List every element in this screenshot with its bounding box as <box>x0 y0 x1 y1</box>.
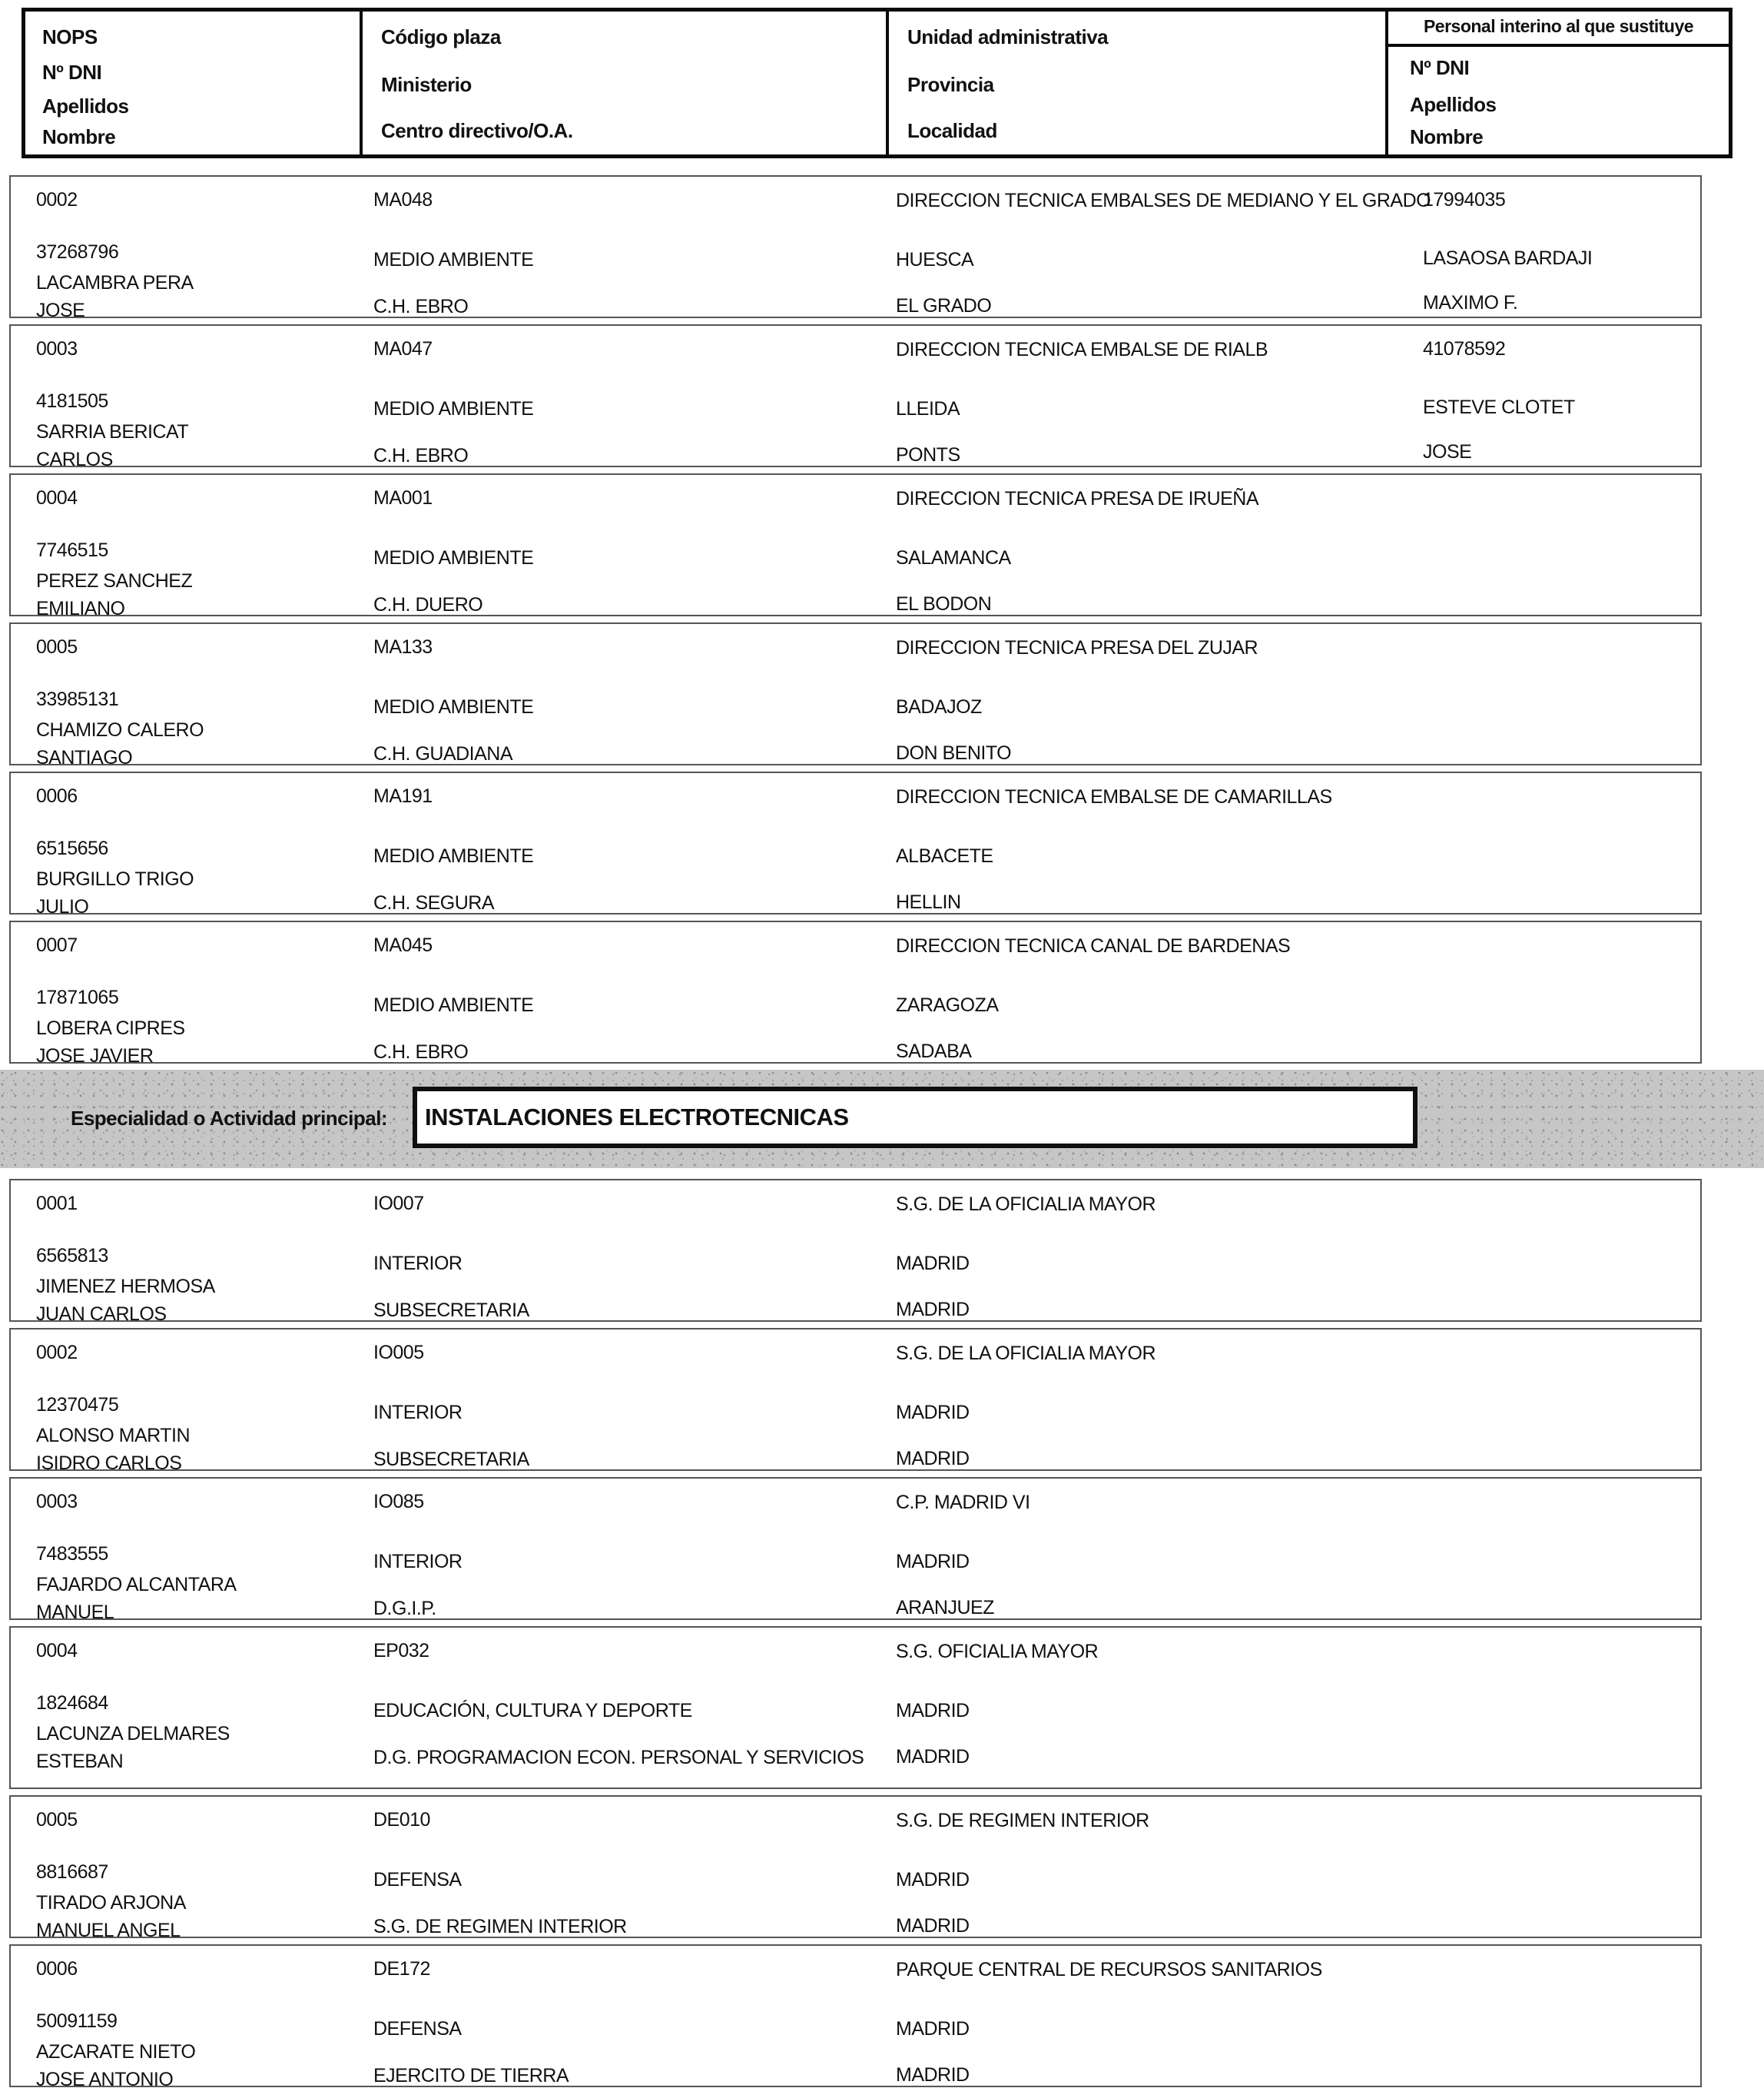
row-interino-dni: 17994035 <box>1423 189 1506 211</box>
row-codigo-plaza: MA048 <box>373 189 433 211</box>
header-interino-divider <box>1388 44 1729 47</box>
header-label-dni: Nº DNI <box>42 61 102 84</box>
row-centro-directivo: C.H. SEGURA <box>373 892 495 914</box>
row-localidad: SADABA <box>896 1041 972 1062</box>
row-nombre: CARLOS <box>36 449 113 470</box>
row-unidad-administrativa: DIRECCION TECNICA PRESA DE IRUEÑA <box>896 488 1259 510</box>
row-localidad: MADRID <box>896 1299 970 1320</box>
header-label-centro-directivo: Centro directivo/O.A. <box>381 119 573 142</box>
row-nombre: MANUEL ANGEL <box>36 1920 181 1941</box>
row-localidad: PONTS <box>896 444 960 466</box>
header-col-person <box>25 12 360 154</box>
row-apellidos: LACUNZA DELMARES <box>36 1723 230 1744</box>
row-localidad: MADRID <box>896 1915 970 1937</box>
row-dni: 4181505 <box>36 390 108 412</box>
row-provincia: MADRID <box>896 2018 970 2040</box>
row-provincia: LLEIDA <box>896 398 960 420</box>
row-codigo-plaza: MA045 <box>373 934 433 956</box>
rows-section-2 <box>0 1179 1764 2087</box>
row-dni: 37268796 <box>36 241 119 263</box>
row-apellidos: LACAMBRA PERA <box>36 272 194 294</box>
row-centro-directivo: S.G. DE REGIMEN INTERIOR <box>373 1916 627 1937</box>
table-row <box>9 1944 1702 2087</box>
row-codigo-plaza: MA191 <box>373 785 433 807</box>
row-ministerio: INTERIOR <box>373 1402 463 1423</box>
row-dni: 12370475 <box>36 1394 119 1416</box>
row-dni: 7483555 <box>36 1543 108 1565</box>
row-codigo-plaza: IO085 <box>373 1491 424 1512</box>
header-col-unidad <box>886 12 1385 154</box>
header-label-nops: NOPS <box>42 25 98 48</box>
row-provincia: MADRID <box>896 1253 970 1274</box>
table-row <box>9 772 1702 918</box>
row-ministerio: INTERIOR <box>373 1253 463 1274</box>
specialty-banner-label: Especialidad o Actividad principal: <box>71 1107 388 1130</box>
row-nombre: JOSE <box>36 300 85 321</box>
row-unidad-administrativa: DIRECCION TECNICA CANAL DE BARDENAS <box>896 935 1291 957</box>
row-dni: 17871065 <box>36 987 119 1008</box>
row-centro-directivo: C.H. EBRO <box>373 1041 469 1063</box>
row-apellidos: BURGILLO TRIGO <box>36 868 194 890</box>
row-nombre: MANUEL <box>36 1602 114 1623</box>
row-unidad-administrativa: S.G. DE LA OFICIALIA MAYOR <box>896 1193 1156 1215</box>
row-unidad-administrativa: S.G. DE REGIMEN INTERIOR <box>896 1810 1149 1831</box>
header-label-personal-interino: Personal interino al que sustituye <box>1423 16 1694 36</box>
row-localidad: DON BENITO <box>896 742 1012 764</box>
row-dni: 6515656 <box>36 838 108 859</box>
row-dni: 1824684 <box>36 1692 108 1714</box>
row-ministerio: MEDIO AMBIENTE <box>373 547 534 569</box>
row-unidad-administrativa: S.G. OFICIALIA MAYOR <box>896 1641 1099 1662</box>
header-label-interino-apellidos: Apellidos <box>1410 93 1497 116</box>
header-label-ministerio: Ministerio <box>381 73 472 96</box>
row-codigo-plaza: MA133 <box>373 636 433 658</box>
row-unidad-administrativa: DIRECCION TECNICA EMBALSES DE MEDIANO Y EL GRADO <box>896 190 1431 211</box>
row-nops: 0001 <box>36 1193 78 1214</box>
table-row <box>9 175 1702 321</box>
row-ministerio: INTERIOR <box>373 1551 463 1572</box>
row-interino-nombre: MAXIMO F. <box>1423 292 1518 314</box>
row-apellidos: AZCARATE NIETO <box>36 2041 196 2063</box>
row-centro-directivo: D.G. PROGRAMACION ECON. PERSONAL Y SERVICIOS <box>373 1747 864 1768</box>
row-interino-apellidos: LASAOSA BARDAJI <box>1423 247 1593 269</box>
row-ministerio: MEDIO AMBIENTE <box>373 696 534 718</box>
row-ministerio: EDUCACIÓN, CULTURA Y DEPORTE <box>373 1700 692 1721</box>
row-provincia: MADRID <box>896 1551 970 1572</box>
row-provincia: MADRID <box>896 1700 970 1721</box>
row-dni: 7746515 <box>36 539 108 561</box>
table-row <box>9 473 1702 619</box>
row-nombre: JULIO <box>36 896 89 918</box>
table-row <box>9 1795 1702 1941</box>
header-label-interino-nombre: Nombre <box>1410 125 1484 148</box>
row-nops: 0003 <box>36 1491 78 1512</box>
row-unidad-administrativa: DIRECCION TECNICA EMBALSE DE CAMARILLAS <box>896 786 1332 808</box>
specialty-value: INSTALACIONES ELECTROTECNICAS <box>425 1104 849 1130</box>
specialty-banner <box>0 1070 1764 1168</box>
row-ministerio: DEFENSA <box>373 1869 462 1890</box>
header-label-provincia: Provincia <box>907 73 994 96</box>
row-ministerio: MEDIO AMBIENTE <box>373 249 534 271</box>
header-label-interino-dni: Nº DNI <box>1410 56 1470 79</box>
row-centro-directivo: C.H. EBRO <box>373 296 469 317</box>
row-nombre: EMILIANO <box>36 598 125 619</box>
row-apellidos: JIMENEZ HERMOSA <box>36 1276 215 1297</box>
row-dni: 33985131 <box>36 689 119 710</box>
row-ministerio: DEFENSA <box>373 2018 462 2040</box>
row-interino-apellidos: ESTEVE CLOTET <box>1423 397 1575 418</box>
row-localidad: MADRID <box>896 1448 970 1469</box>
row-codigo-plaza: IO005 <box>373 1342 424 1363</box>
row-codigo-plaza: DE172 <box>373 1958 430 1980</box>
row-centro-directivo: SUBSECRETARIA <box>373 1300 529 1321</box>
table-header <box>22 8 1732 158</box>
row-centro-directivo: C.H. DUERO <box>373 594 483 616</box>
row-unidad-administrativa: PARQUE CENTRAL DE RECURSOS SANITARIOS <box>896 1959 1322 1980</box>
row-codigo-plaza: MA047 <box>373 338 433 360</box>
row-apellidos: SARRIA BERICAT <box>36 421 189 443</box>
row-nops: 0006 <box>36 785 78 807</box>
row-provincia: ALBACETE <box>896 845 993 867</box>
row-centro-directivo: EJERCITO DE TIERRA <box>373 2065 569 2086</box>
header-label-codigo-plaza: Código plaza <box>381 25 501 48</box>
row-nops: 0003 <box>36 338 78 360</box>
specialty-value-box <box>413 1087 1418 1148</box>
table-row <box>9 1626 1702 1789</box>
row-localidad: MADRID <box>896 1746 970 1768</box>
row-centro-directivo: C.H. EBRO <box>373 445 469 466</box>
row-localidad: EL BODON <box>896 593 992 615</box>
row-nombre: SANTIAGO <box>36 747 133 768</box>
row-localidad: MADRID <box>896 2064 970 2086</box>
row-localidad: ARANJUEZ <box>896 1597 994 1618</box>
row-centro-directivo: D.G.I.P. <box>373 1598 436 1619</box>
row-dni: 6565813 <box>36 1245 108 1266</box>
row-provincia: ZARAGOZA <box>896 994 999 1016</box>
row-interino-dni: 41078592 <box>1423 338 1506 360</box>
row-unidad-administrativa: DIRECCION TECNICA EMBALSE DE RIALB <box>896 339 1268 360</box>
header-label-unidad-administrativa: Unidad administrativa <box>907 25 1109 48</box>
row-unidad-administrativa: S.G. DE LA OFICIALIA MAYOR <box>896 1343 1156 1364</box>
row-nombre: ESTEBAN <box>36 1751 124 1772</box>
row-nombre: JOSE JAVIER <box>36 1045 154 1067</box>
row-nops: 0004 <box>36 1640 78 1661</box>
row-dni: 8816687 <box>36 1861 108 1883</box>
row-nops: 0007 <box>36 934 78 956</box>
row-unidad-administrativa: C.P. MADRID VI <box>896 1492 1030 1513</box>
row-nombre: JUAN CARLOS <box>36 1303 167 1325</box>
row-dni: 50091159 <box>36 2010 118 2032</box>
row-centro-directivo: SUBSECRETARIA <box>373 1449 529 1470</box>
header-label-apellidos: Apellidos <box>42 95 129 118</box>
row-provincia: HUESCA <box>896 249 974 271</box>
row-codigo-plaza: EP032 <box>373 1640 429 1661</box>
row-localidad: HELLIN <box>896 891 961 913</box>
row-nops: 0005 <box>36 636 78 658</box>
row-apellidos: TIRADO ARJONA <box>36 1892 186 1914</box>
table-row <box>9 921 1702 1067</box>
row-codigo-plaza: DE010 <box>373 1809 430 1831</box>
rows-section-1 <box>0 175 1764 1067</box>
table-row <box>9 324 1702 470</box>
row-nops: 0002 <box>36 1342 78 1363</box>
row-centro-directivo: C.H. GUADIANA <box>373 743 513 765</box>
row-apellidos: CHAMIZO CALERO <box>36 719 204 741</box>
row-provincia: MADRID <box>896 1402 970 1423</box>
header-label-nombre: Nombre <box>42 125 116 148</box>
row-provincia: MADRID <box>896 1869 970 1890</box>
row-codigo-plaza: IO007 <box>373 1193 424 1214</box>
row-nombre: ISIDRO CARLOS <box>36 1452 182 1474</box>
row-nops: 0005 <box>36 1809 78 1831</box>
row-apellidos: ALONSO MARTIN <box>36 1425 191 1446</box>
row-interino-nombre: JOSE <box>1423 441 1472 463</box>
row-codigo-plaza: MA001 <box>373 487 433 509</box>
row-ministerio: MEDIO AMBIENTE <box>373 845 534 867</box>
header-label-localidad: Localidad <box>907 119 997 142</box>
table-row <box>9 1328 1702 1474</box>
header-col-plaza <box>360 12 886 154</box>
row-provincia: SALAMANCA <box>896 547 1011 569</box>
table-row <box>9 622 1702 768</box>
table-row <box>9 1477 1702 1623</box>
row-apellidos: LOBERA CIPRES <box>36 1017 185 1039</box>
row-provincia: BADAJOZ <box>896 696 982 718</box>
table-row <box>9 1179 1702 1325</box>
row-nombre: JOSE ANTONIO <box>36 2069 174 2088</box>
row-unidad-administrativa: DIRECCION TECNICA PRESA DEL ZUJAR <box>896 637 1258 659</box>
row-nops: 0006 <box>36 1958 78 1980</box>
row-apellidos: PEREZ SANCHEZ <box>36 570 193 592</box>
row-localidad: EL GRADO <box>896 295 992 317</box>
row-apellidos: FAJARDO ALCANTARA <box>36 1574 237 1595</box>
row-ministerio: MEDIO AMBIENTE <box>373 398 534 420</box>
row-nops: 0004 <box>36 487 78 509</box>
header-col-interino <box>1385 12 1729 154</box>
row-ministerio: MEDIO AMBIENTE <box>373 994 534 1016</box>
row-nops: 0002 <box>36 189 78 211</box>
